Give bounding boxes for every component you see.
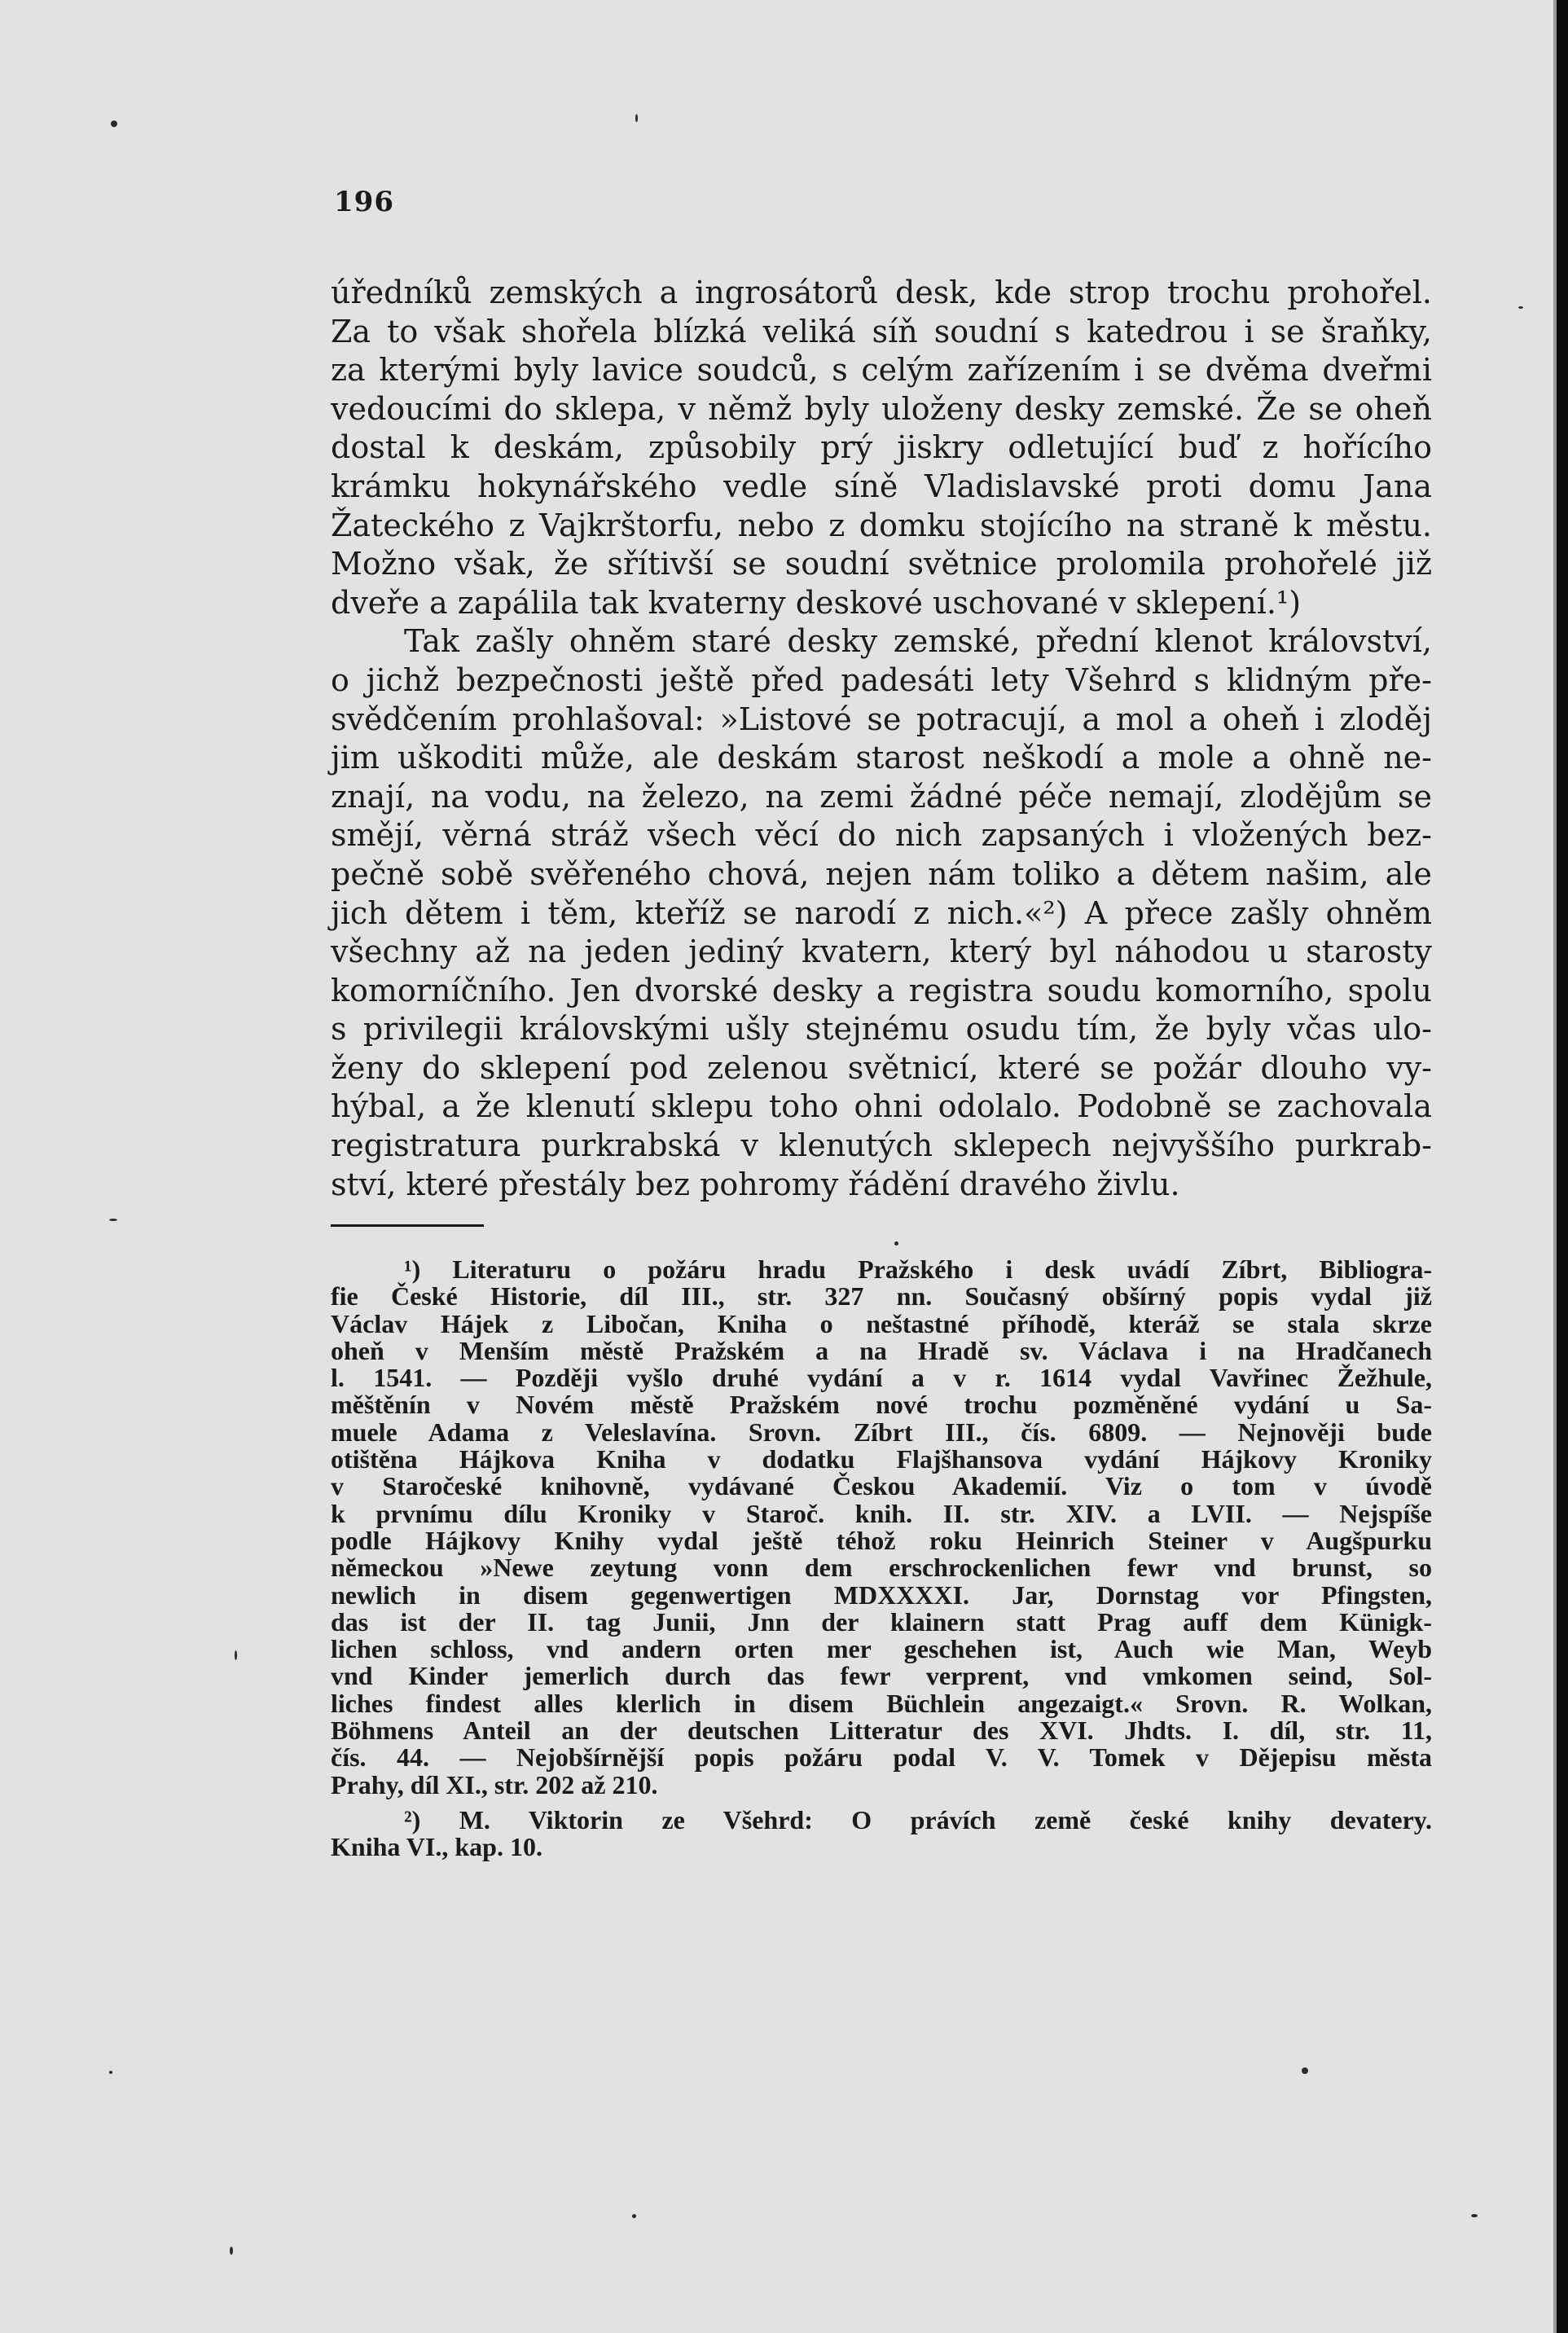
footnote-1-line: otištěna Hájkova Kniha v dodatku Flajšhansova vydání Hájkovy Kroniky: [331, 1444, 1432, 1474]
footnote-1-line: liches findest alles klerlich in disem Büchlein angezaigt.« Srovn. R. Wolkan,: [331, 1688, 1432, 1718]
footnote-1-line: k prvnímu dílu Kroniky v Staroč. knih. II. str. XIV. a LVII. — Nejspíše: [331, 1498, 1432, 1528]
scan-speck: [1302, 2067, 1308, 2074]
body-line: komorníčního. Jen dvorské desky a registra soudu komorního, spolu: [331, 972, 1432, 1008]
body-line: jim uškoditi může, ale deskám starost neškodí a mole a ohně ne-: [331, 740, 1432, 776]
body-line: Za to však shořela blízká veliká síň soudní s katedrou i se šraňky,: [331, 313, 1432, 349]
body-line: hýbal, a že klenutí sklepu toho ohni odolalo. Podobně se zachovala: [331, 1088, 1432, 1125]
footnote-1-line: měštěnín v Novém městě Pražském nové trochu pozměněné vydání u Sa-: [331, 1390, 1432, 1420]
body-line: smějí, věrná stráž všech věcí do nich zapsaných i vložených bez-: [331, 817, 1432, 854]
scan-speck: [1518, 306, 1523, 309]
body-line: registratura purkrabská v klenutých sklepech nejvyššího purkrab-: [331, 1127, 1432, 1164]
footnote-divider: [331, 1224, 484, 1227]
scan-speck: [109, 1219, 117, 1221]
scan-speck: [635, 114, 638, 122]
body-line: vedoucími do sklepa, v němž byly uloženy desky zemské. Že se oheň: [331, 390, 1432, 427]
footnotes: [331, 1256, 1432, 1861]
footnote-2-line: Kniha VI., kap. 10.: [331, 1832, 542, 1862]
footnote-1-line: oheň v Menším městě Pražském a na Hradě sv. Václava i na Hradčanech: [331, 1335, 1432, 1365]
scan-edge: [1557, 0, 1568, 2333]
footnote-1-line: podle Hájkovy Knihy vydal ještě téhož roku Heinrich Steiner v Augšpurku: [331, 1525, 1432, 1555]
body-line: ženy do sklepení pod zelenou světnicí, které se požár dlouho vy-: [331, 1049, 1432, 1086]
body-line: s privilegii královskými ušly stejnému osudu tím, že byly včas ulo-: [331, 1011, 1432, 1048]
footnote-1-line: čís. 44. — Nejobšírnější popis požáru podal V. V. Tomek v Dějepisu města: [331, 1742, 1432, 1773]
footnote-1-line: Böhmens Anteil an der deutschen Litteratur des XVI. Jhdts. I. díl, str. 11,: [331, 1716, 1432, 1746]
body-line: dveře a zapálila tak kvaterny deskové uschované v sklepení.¹): [331, 584, 1302, 621]
scan-speck: [230, 2247, 233, 2255]
footnote-1-line: muele Adama z Veleslavína. Srovn. Zíbrt III., čís. 6809. — Nejnověji bude: [331, 1417, 1432, 1447]
body-line: Žateckého z Vajkrštorfu, nebo z domku stojícího na straně k městu.: [331, 507, 1432, 543]
body-line: znají, na vodu, na železo, na zemi žádné péče nemají, zlodějům se: [331, 778, 1432, 815]
scan-speck: [111, 121, 117, 127]
footnote-2-line: ²) M. Viktorin ze Všehrd: O právích země české knihy devatery.: [404, 1804, 1432, 1834]
footnote-1-line: v Staročeské knihovně, vydávané Českou Akademií. Viz o tom v úvodě: [331, 1471, 1432, 1501]
footnote-1-line: das ist der II. tag Junii, Jnn der klainern statt Prag auff dem Künigk-: [331, 1606, 1432, 1637]
footnote-1-line: Václav Hájek z Libočan, Kniha o neštastné příhodě, kteráž se stala skrze: [331, 1308, 1432, 1338]
footnote-1-line: fie České Historie, díl III., str. 327 nn. Současný obšírný popis vydal již: [331, 1281, 1432, 1311]
body-line: jich dětem i těm, kteříž se narodí z nich.«²) A přece zašly ohněm: [331, 894, 1432, 931]
footnote-1-line: lichen schloss, vnd andern orten mer geschehen ist, Auch wie Man, Weyb: [331, 1634, 1432, 1664]
footnote-1-line: l. 1541. — Později vyšlo druhé vydání a v r. 1614 vydal Vavřinec Žežhule,: [331, 1363, 1432, 1393]
footnote-1-line: německou »Newe zeytung vonn dem erschrockenlichen fewr vnd brunst, so: [331, 1553, 1432, 1583]
body-line-paragraph-start: Tak zašly ohněm staré desky zemské, přední klenot království,: [404, 623, 1432, 660]
body-line: za kterými byly lavice soudců, s celým zařízením i se dvěma dveřmi: [331, 352, 1432, 389]
footnote-1-line: ¹) Literaturu o požáru hradu Pražského i desk uvádí Zíbrt, Bibliogra-: [404, 1254, 1432, 1284]
body-line: pečně sobě svěřeného chová, nejen nám toliko a dětem našim, ale: [331, 855, 1432, 892]
scan-speck: [894, 1241, 898, 1246]
body-line: úředníků zemských a ingrosátorů desk, kde strop trochu prohořel.: [331, 275, 1432, 310]
footnote-1-line: Prahy, díl XI., str. 202 až 210.: [331, 1769, 658, 1799]
page-number: 196: [334, 186, 394, 218]
main-body-text: [331, 274, 1432, 1204]
body-line: o jichž bezpečnosti ještě před padesáti lety Všehrd s klidným pře-: [331, 661, 1432, 698]
scan-speck: [632, 2214, 636, 2218]
footnote-1-line: vnd Kinder jemerlich durch das fewr verprent, vnd vmkomen seind, Sol-: [331, 1661, 1432, 1691]
body-line: dostal k deskám, způsobily prý jiskry odletující buď z hořícího: [331, 429, 1432, 466]
body-line: Možno však, že sřítivší se soudní světnice prolomila prohořelé již: [331, 546, 1432, 582]
scan-speck: [109, 2071, 112, 2074]
body-line: všechny až na jeden jediný kvatern, který byl náhodou u starosty: [331, 934, 1432, 970]
body-line: krámku hokynářského vedle síně Vladislavské proti domu Jana: [331, 468, 1432, 504]
body-line: svědčením prohlašoval: »Listové se potracují, a mol a oheň i zloděj: [331, 701, 1432, 737]
scan-speck: [235, 1650, 237, 1660]
scan-speck: [1471, 2214, 1478, 2217]
body-line: ství, které přestály bez pohromy řádění dravého živlu.: [331, 1166, 1180, 1202]
footnote-1-line: newlich in disem gegenwertigen MDXXXXI. Jar, Dornstag vor Pfingsten,: [331, 1579, 1432, 1610]
